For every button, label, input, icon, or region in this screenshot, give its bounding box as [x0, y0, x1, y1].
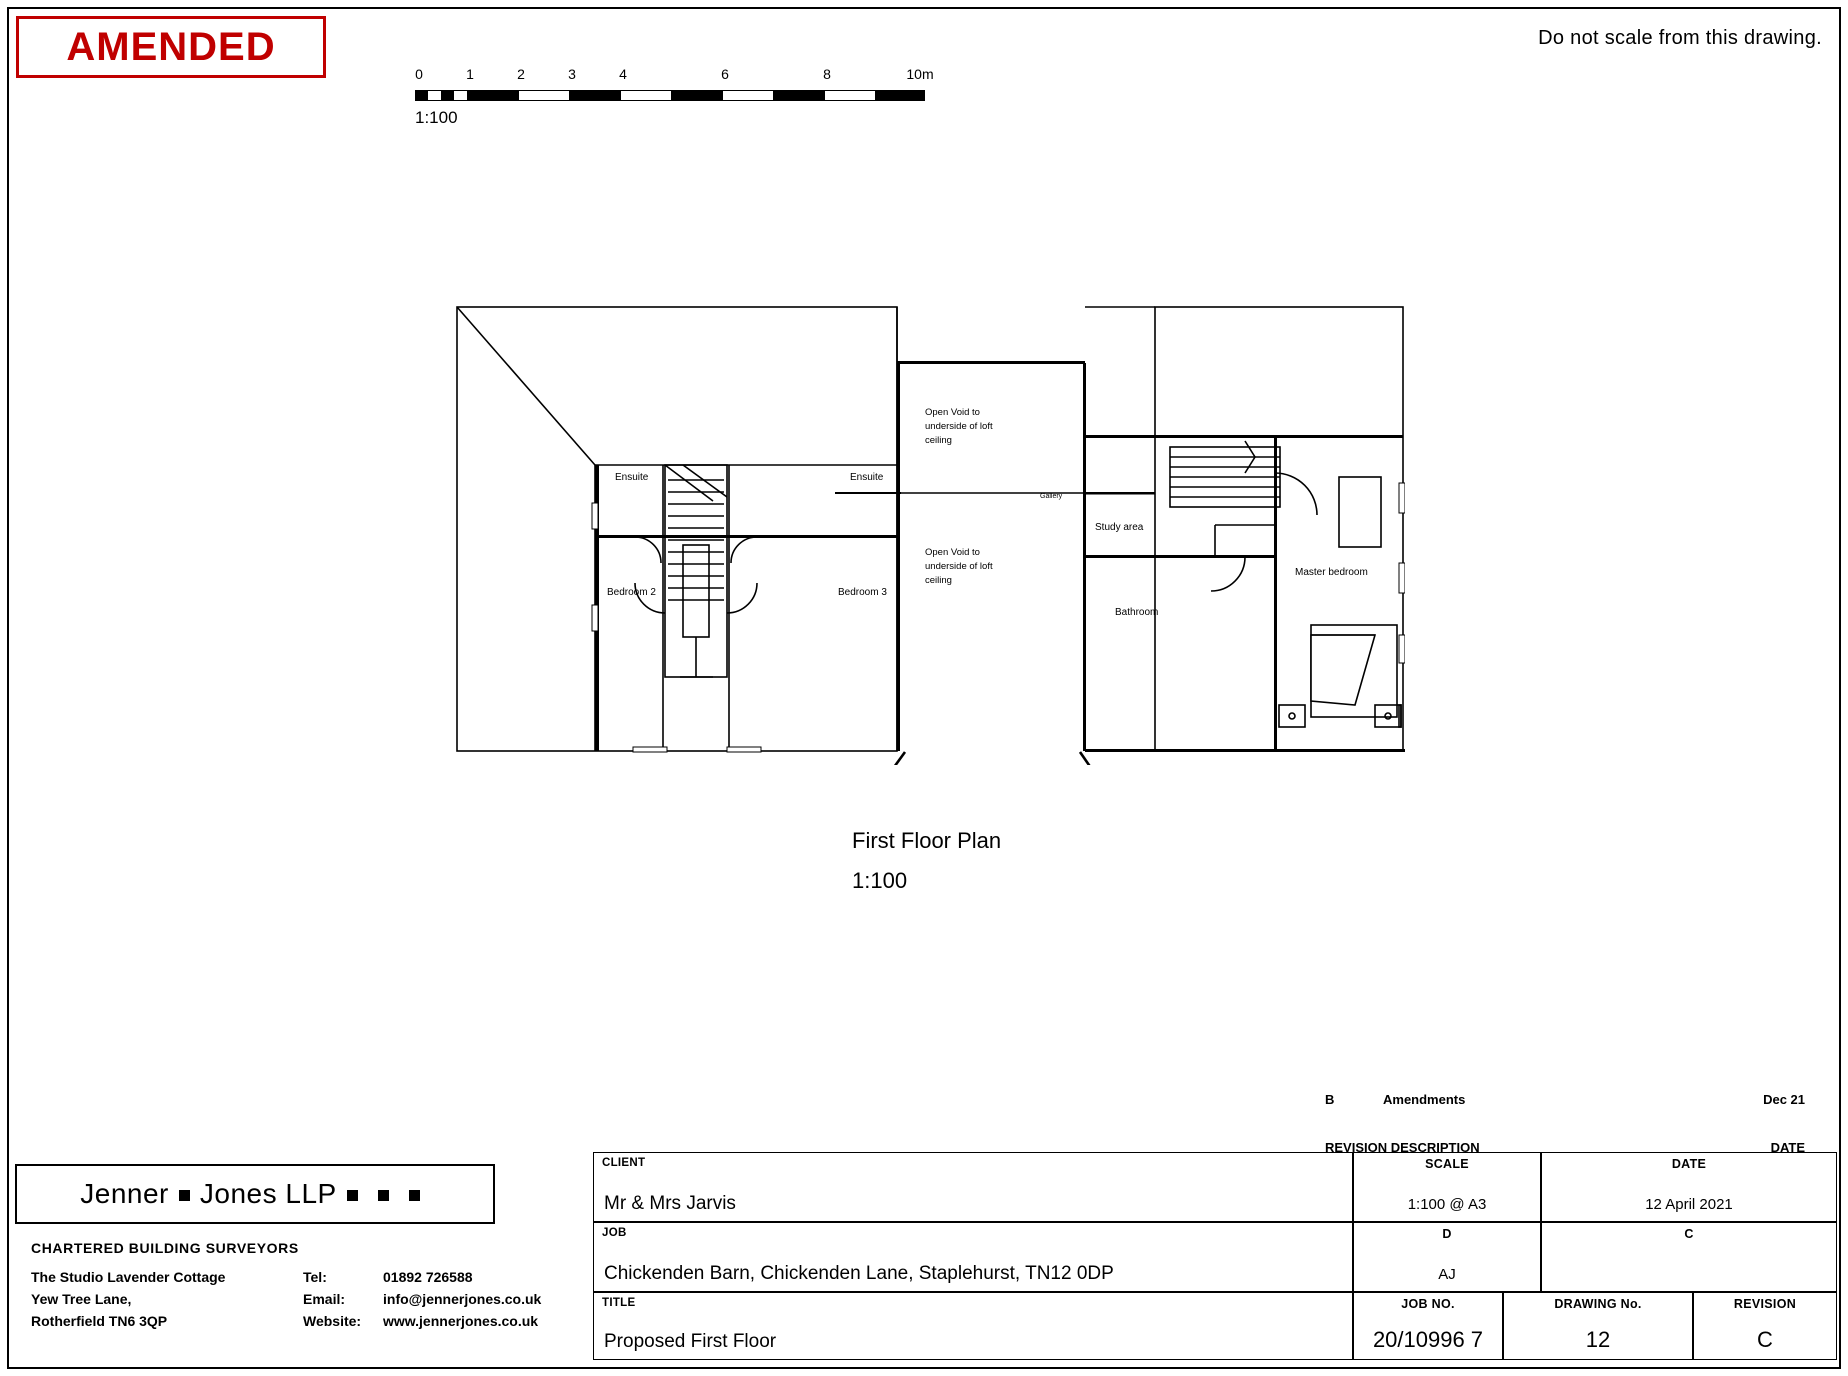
label-master-bedroom: Master bedroom — [1295, 567, 1368, 578]
job-label: JOB — [602, 1227, 627, 1239]
label-bedroom-2: Bedroom 2 — [607, 587, 656, 598]
plan-scale: 1:100 — [852, 868, 908, 893]
floor-plan-drawing — [455, 305, 1405, 765]
checked-by-cell — [1541, 1222, 1837, 1292]
label-void-top-1: Open Void to — [925, 407, 980, 418]
label-ensuite-right: Ensuite — [850, 472, 884, 483]
revision-header-right: DATE — [1770, 1140, 1805, 1155]
date-label: DATE — [1671, 1157, 1707, 1171]
label-void-bottom-2: underside of loft — [925, 561, 993, 572]
company-logo — [15, 1164, 495, 1224]
drawing-no-value: 12 — [1585, 1327, 1611, 1352]
revision-value: C — [1757, 1327, 1773, 1352]
label-void-top-2: underside of loft — [925, 421, 993, 432]
amended-stamp — [16, 16, 326, 78]
logo-square-icon-3 — [378, 1190, 389, 1201]
revision-row — [1325, 1092, 1805, 1112]
scale-label: SCALE — [1425, 1157, 1469, 1171]
address-line-2: Yew Tree Lane, — [31, 1291, 132, 1307]
contact-value-tel: 01892 726588 — [383, 1269, 473, 1285]
revision-cell — [1693, 1292, 1837, 1360]
drawing-no-cell — [1503, 1292, 1693, 1360]
revision-description: Amendments — [1383, 1092, 1466, 1107]
scale-bar-labels — [415, 66, 945, 86]
job-no-value: 20/10996 7 — [1372, 1327, 1484, 1352]
job-no-cell — [1353, 1292, 1503, 1360]
address-line-3: Rotherfield TN6 3QP — [31, 1313, 168, 1329]
firm-address — [31, 1266, 225, 1332]
drawn-by-cell — [1353, 1222, 1541, 1292]
scale-tick-6: 6 — [721, 66, 729, 82]
client-value: Mr & Mrs Jarvis — [604, 1193, 736, 1214]
contact-values — [383, 1266, 541, 1332]
checked-by-label: C — [1684, 1227, 1694, 1241]
contact-value-website[interactable]: www.jennerjones.co.uk — [383, 1313, 539, 1329]
revision-date: Dec 21 — [1763, 1092, 1805, 1107]
drawing-no-label: DRAWING No. — [1554, 1297, 1642, 1311]
revision-letter: B — [1325, 1092, 1335, 1107]
logo-square-icon-4 — [409, 1190, 420, 1201]
scale-bar — [415, 66, 945, 126]
label-bedroom-3: Bedroom 3 — [838, 587, 887, 598]
revision-header-left: REVISION DESCRIPTION — [1325, 1140, 1480, 1155]
title-block-grid — [593, 1152, 1837, 1360]
scale-tick-8: 8 — [823, 66, 831, 82]
contact-labels — [303, 1266, 361, 1332]
label-void-top-3: ceiling — [925, 435, 952, 446]
label-bathroom: Bathroom — [1115, 607, 1159, 618]
scale-bar-track — [415, 90, 925, 101]
client-label: CLIENT — [602, 1157, 646, 1169]
drawn-by-value: AJ — [1438, 1266, 1456, 1283]
revision-label: REVISION — [1733, 1297, 1797, 1311]
label-gallery: Gallery — [1040, 493, 1063, 500]
title-cell — [593, 1292, 1353, 1360]
scale-tick-10: 10m — [906, 66, 934, 82]
date-cell — [1541, 1152, 1837, 1222]
label-ensuite-left: Ensuite — [615, 472, 649, 483]
scale-cell — [1353, 1152, 1541, 1222]
drawn-by-label: D — [1442, 1227, 1452, 1241]
scale-tick-0: 0 — [415, 66, 423, 82]
contact-label-email: Email: — [303, 1291, 346, 1307]
contact-label-website: Website: — [303, 1313, 362, 1329]
scale-tick-2: 2 — [517, 66, 525, 82]
date-value: 12 April 2021 — [1645, 1196, 1733, 1213]
client-cell — [593, 1152, 1353, 1222]
scale-tick-4: 4 — [619, 66, 627, 82]
job-cell — [593, 1222, 1353, 1292]
amended-stamp-label: AMENDED — [66, 24, 276, 69]
logo-square-icon-2 — [347, 1190, 358, 1201]
job-value: Chickenden Barn, Chickenden Lane, Staplehurst, TN12 0DP — [604, 1263, 1114, 1284]
scale-tick-1: 1 — [466, 66, 474, 82]
label-study-area: Study area — [1095, 522, 1144, 533]
title-block — [11, 1152, 1837, 1364]
plan-title: First Floor Plan — [852, 828, 1002, 853]
label-void-bottom-3: ceiling — [925, 575, 952, 586]
logo-name-part1: Jenner — [80, 1178, 169, 1209]
logo-name-part2: Jones LLP — [199, 1178, 337, 1209]
scale-bar-ratio: 1:100 — [415, 108, 458, 127]
contact-label-tel: Tel: — [303, 1269, 327, 1285]
label-void-bottom-1: Open Void to — [925, 547, 980, 558]
job-no-label: JOB NO. — [1401, 1297, 1455, 1311]
title-value: Proposed First Floor — [604, 1331, 777, 1352]
scale-value: 1:100 @ A3 — [1407, 1196, 1487, 1213]
logo-square-icon — [179, 1190, 190, 1201]
do-not-scale-note: Do not scale from this drawing. — [1538, 27, 1822, 49]
scale-tick-3: 3 — [568, 66, 576, 82]
title-label: TITLE — [602, 1297, 636, 1309]
firm-discipline: CHARTERED BUILDING SURVEYORS — [31, 1240, 299, 1256]
contact-value-email[interactable]: info@jennerjones.co.uk — [383, 1291, 542, 1307]
address-line-1: The Studio Lavender Cottage — [31, 1269, 226, 1285]
